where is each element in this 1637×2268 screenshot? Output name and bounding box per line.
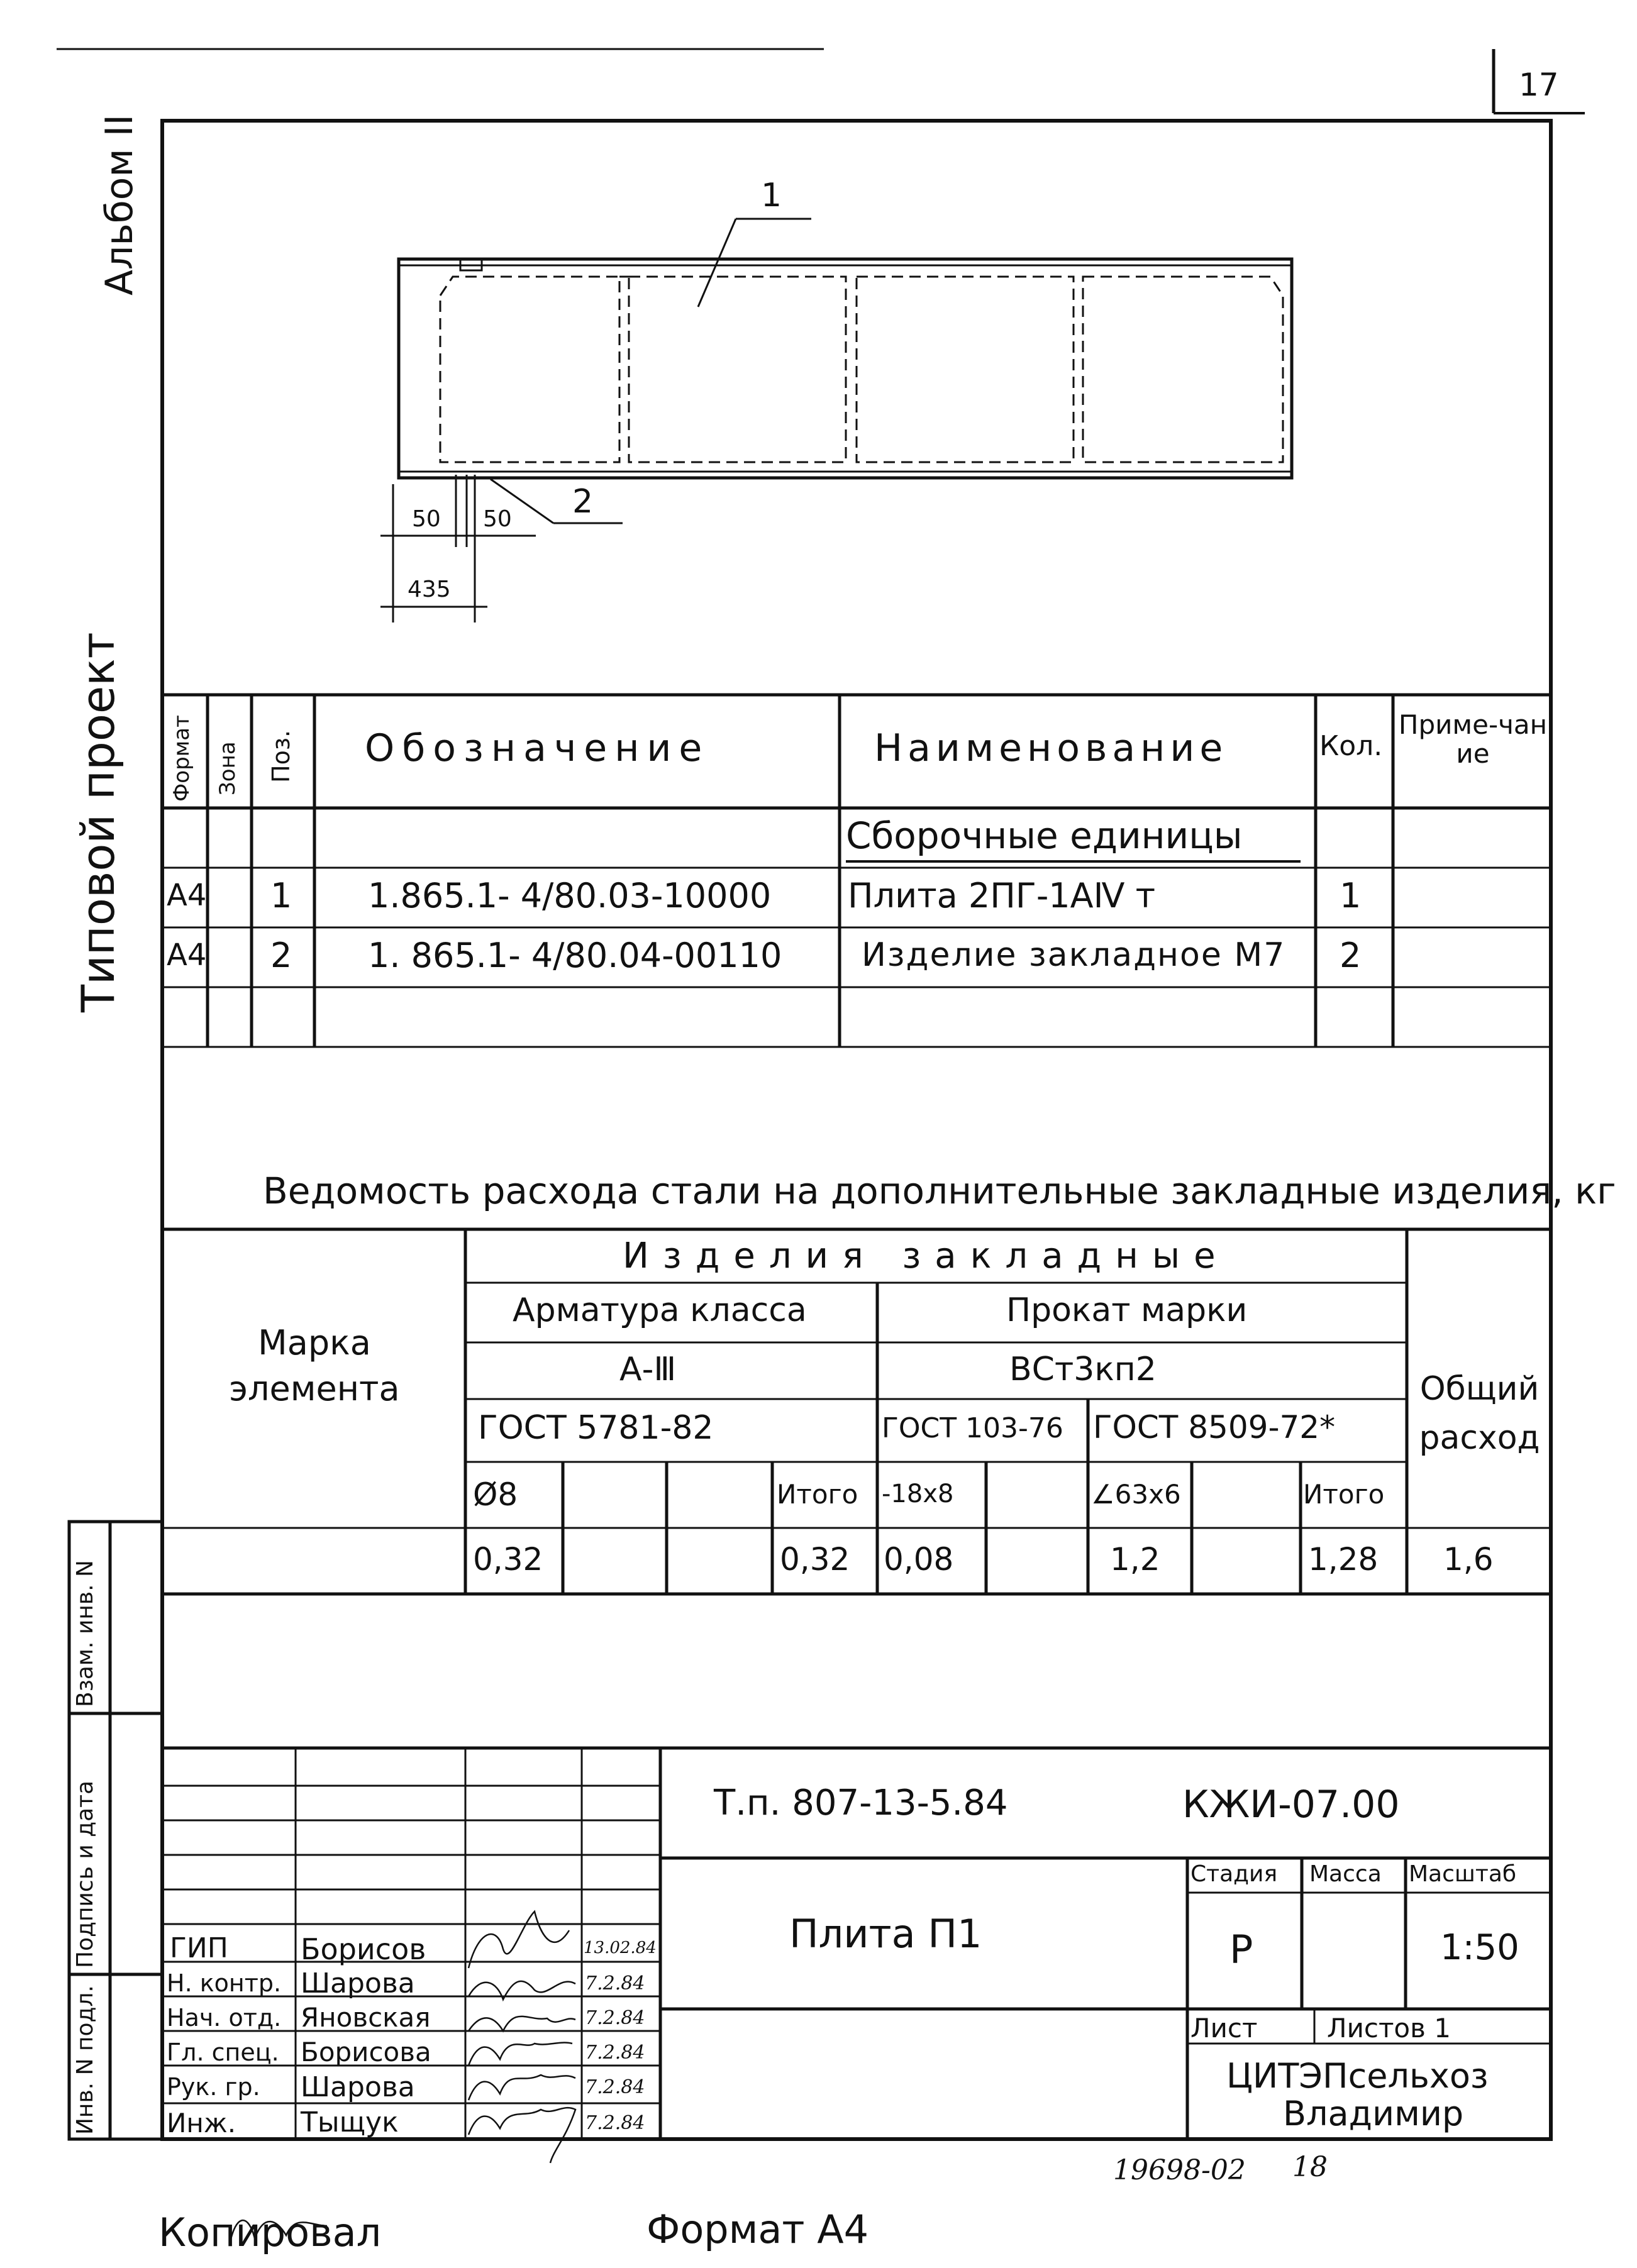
stage-value: Р	[1229, 1927, 1253, 1972]
rebar-class-header: Арматура класса	[513, 1292, 807, 1329]
spec-header-note: Приме-чание	[1398, 709, 1548, 770]
val-angle: 1,2	[1110, 1541, 1160, 1578]
dim-50-left: 50	[412, 506, 441, 532]
role-nach-otd: Нач. отд.	[167, 2004, 282, 2032]
org-name: ЦИТЭПсельхоз	[1226, 2056, 1489, 2096]
doc-code: КЖИ-07.00	[1182, 1783, 1400, 1827]
callout-2: 2	[572, 483, 594, 521]
name-ruk-gr: Шарова	[301, 2071, 415, 2103]
date-ruk-gr: 7.2.84	[585, 2076, 645, 2098]
stage-label: Стадия	[1190, 1861, 1278, 1887]
project-code: Т.п. 807-13-5.84	[714, 1783, 1008, 1823]
object-name: Плита П1	[789, 1911, 982, 1957]
val-d8: 0,32	[473, 1541, 543, 1578]
spec-row-1-qty: 1	[1340, 876, 1362, 915]
spec-row-1-designation: 1.865.1- 4/80.03-10000	[368, 876, 772, 915]
val-itogo-rebar: 0,32	[780, 1541, 850, 1578]
spec-header-pos: Поз.	[267, 729, 295, 783]
rebar-gost: ГОСТ 5781-82	[478, 1409, 714, 1447]
sheets-label: Листов 1	[1327, 2013, 1451, 2044]
val-strip: 0,08	[884, 1541, 954, 1578]
callout-1: 1	[761, 177, 782, 214]
scale-label: Масштаб	[1409, 1861, 1517, 1887]
spec-row-1-pos: 1	[270, 876, 292, 915]
rolled-grade-header: Прокат марки	[1006, 1292, 1248, 1329]
footer-sheet: 18	[1292, 2151, 1328, 2183]
name-n-kontr: Шарова	[301, 1967, 415, 2000]
project-type-label: Типовой проект	[72, 632, 125, 1012]
org-city: Владимир	[1283, 2094, 1464, 2133]
name-gl-spec: Борисова	[301, 2037, 431, 2067]
spec-row-1-format: А4	[167, 878, 207, 913]
col-angle: ∠63x6	[1091, 1479, 1181, 1510]
name-gip: Борисов	[301, 1932, 426, 1966]
val-itogo-rolled: 1,28	[1308, 1541, 1379, 1578]
dim-50-right: 50	[483, 506, 512, 532]
gost-8509: ГОСТ 8509-72*	[1093, 1409, 1336, 1446]
sign-date-label: Подпись и дата	[72, 1780, 98, 1968]
mass-label: Масса	[1309, 1861, 1382, 1887]
spec-section-title: Сборочные единицы	[846, 814, 1243, 857]
spec-header-designation: Обозначение	[365, 726, 710, 770]
date-inzh: 7.2.84	[585, 2112, 645, 2134]
date-n-kontr: 7.2.84	[585, 1972, 645, 1994]
spec-row-2-designation: 1. 865.1- 4/80.04-00110	[368, 936, 782, 975]
gost-103: ГОСТ 103-76	[882, 1412, 1063, 1444]
date-nach-otd: 7.2.84	[585, 2007, 645, 2029]
role-gl-spec: Гл. спец.	[167, 2038, 279, 2066]
copied-label: Копировал	[158, 2210, 382, 2255]
role-n-kontr: Н. контр.	[167, 1969, 282, 1997]
role-ruk-gr: Рук. гр.	[167, 2073, 260, 2101]
vzam-inv-label: Взам. инв. N	[72, 1560, 98, 1707]
total-consumption-header: Общий расход	[1419, 1370, 1540, 1457]
rebar-grade: А-Ⅲ	[619, 1351, 677, 1388]
spec-header-qty: Кол.	[1319, 730, 1383, 762]
col-strip: -18x8	[882, 1480, 954, 1508]
spec-row-2-pos: 2	[270, 936, 292, 975]
rolled-grade: ВСт3кп2	[1009, 1351, 1157, 1388]
album-label: Альбом II	[97, 114, 142, 296]
spec-header-name: Наименование	[874, 726, 1228, 770]
steel-title: Ведомость расхода стали на дополнительные закладные изделия, кг	[263, 1170, 1616, 1212]
footer-code: 19698-02	[1113, 2154, 1246, 2186]
inv-orig-label: Инв. N подл.	[72, 1985, 98, 2135]
val-total: 1,6	[1443, 1541, 1494, 1578]
format-label: Формат А4	[646, 2206, 869, 2252]
scale-value: 1:50	[1440, 1927, 1519, 1968]
page-number: 17	[1519, 67, 1559, 103]
col-itogo-rolled: Итого	[1303, 1479, 1385, 1510]
name-inzh: Тыщук	[301, 2106, 399, 2138]
spec-row-1-name: Плита 2ПГ-1АⅣ т	[848, 876, 1156, 915]
spec-header-format: Формат	[169, 715, 194, 802]
role-gip: ГИП	[170, 1932, 228, 1964]
spec-row-2-format: А4	[167, 938, 207, 973]
col-itogo-rebar: Итого	[777, 1479, 858, 1510]
spec-header-zone: Зона	[215, 741, 240, 795]
sheet-label: Лист	[1190, 2013, 1258, 2044]
steel-mark-header: Марка элемента	[229, 1323, 400, 1408]
date-gl-spec: 7.2.84	[585, 2042, 645, 2064]
name-nach-otd: Яновская	[301, 2002, 431, 2033]
dim-435: 435	[408, 577, 451, 602]
spec-row-2-name: Изделие закладное М7	[862, 936, 1286, 974]
role-inzh: Инж.	[167, 2108, 236, 2138]
col-d8: Ø8	[473, 1476, 518, 1513]
spec-row-2-qty: 2	[1340, 936, 1362, 975]
steel-group-header: Изделия закладные	[623, 1236, 1229, 1276]
date-gip: 13.02.84	[584, 1939, 657, 1957]
